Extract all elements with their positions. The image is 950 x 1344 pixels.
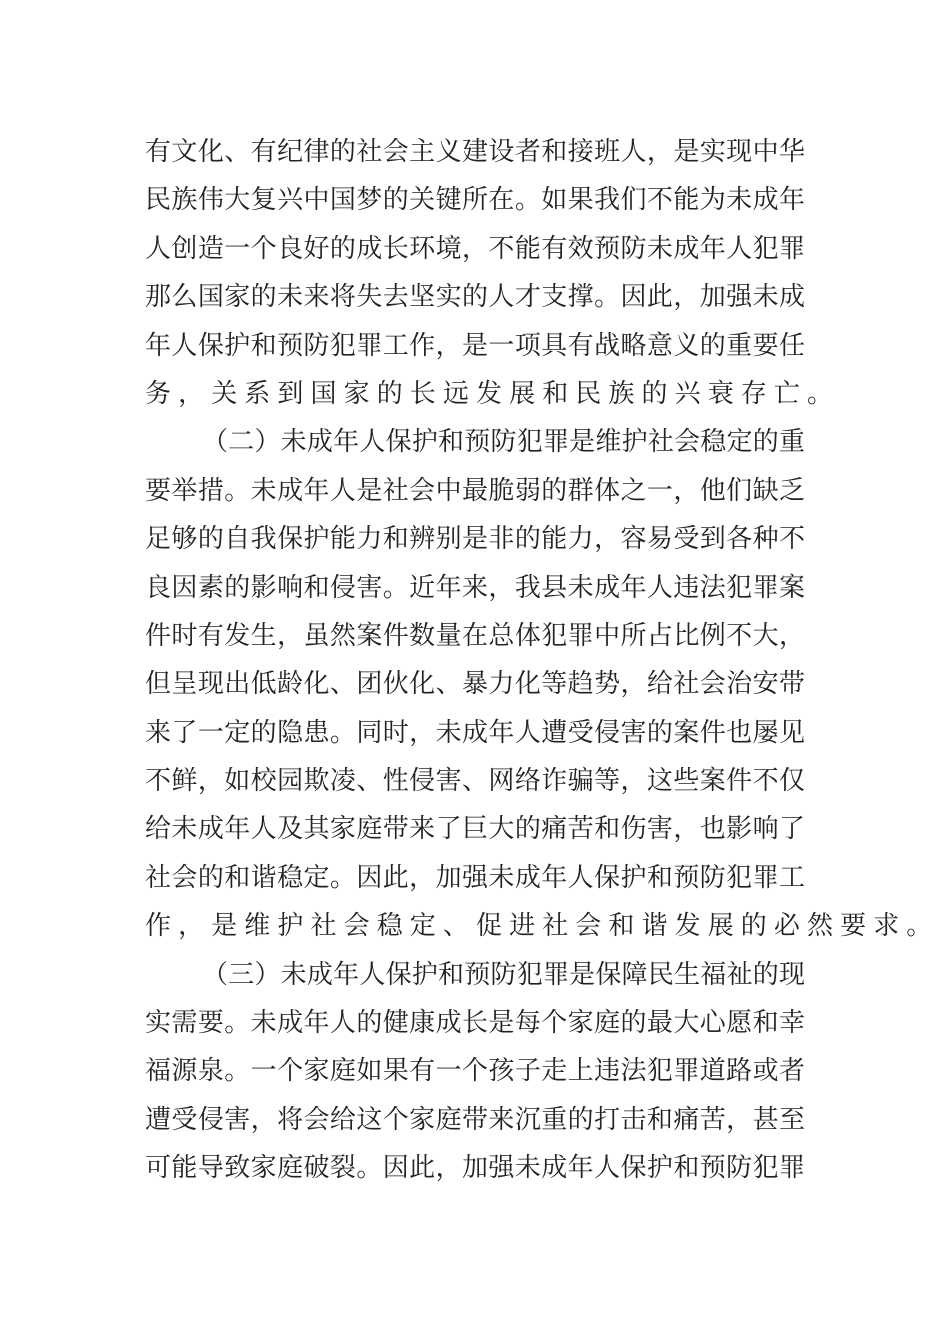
text-line: 作，是维护社会稳定、促进社会和谐发展的必然要求。	[145, 911, 940, 942]
text-line: 但呈现出低龄化、团伙化、暴力化等趋势，给社会治安带	[145, 669, 805, 700]
text-line: 给未成年人及其家庭带来了巨大的痛苦和伤害，也影响了	[145, 814, 805, 845]
text-line: 足够的自我保护能力和辨别是非的能力，容易受到各种不	[145, 524, 805, 555]
text-line: 务，关系到国家的长远发展和民族的兴衰存亡。	[145, 378, 841, 409]
text-line: 件时有发生，虽然案件数量在总体犯罪中所占比例不大，	[145, 620, 805, 651]
text-line: 社会的和谐稳定。因此，加强未成年人保护和预防犯罪工	[145, 862, 805, 893]
text-line: 来了一定的隐患。同时，未成年人遭受侵害的案件也屡见	[145, 717, 805, 748]
text-line: 实需要。未成年人的健康成长是每个家庭的最大心愿和幸	[145, 1008, 805, 1039]
paragraph-start-line: （三）未成年人保护和预防犯罪是保障民生福祉的现	[202, 959, 805, 990]
text-line: 人创造一个良好的成长环境，不能有效预防未成年人犯罪	[145, 233, 805, 264]
body-text	[145, 128, 940, 1193]
text-line: 有文化、有纪律的社会主义建设者和接班人，是实现中华	[145, 137, 805, 167]
paragraph-start-line: （二）未成年人保护和预防犯罪是维护社会稳定的重	[202, 427, 805, 458]
text-line: 那么国家的未来将失去坚实的人才支撑。因此，加强未成	[145, 282, 805, 313]
text-line: 年人保护和预防犯罪工作，是一项具有战略意义的重要任	[145, 330, 805, 361]
text-line: 良因素的影响和侵害。近年来，我县未成年人违法犯罪案	[145, 572, 805, 603]
text-line: 民族伟大复兴中国梦的关键所在。如果我们不能为未成年	[145, 185, 805, 216]
text-line: 不鲜，如校园欺凌、性侵害、网络诈骗等，这些案件不仅	[145, 766, 805, 797]
text-line: 遭受侵害，将会给这个家庭带来沉重的打击和痛苦，甚至	[145, 1104, 805, 1135]
text-line: 可能导致家庭破裂。因此，加强未成年人保护和预防犯罪	[145, 1153, 805, 1184]
text-line: 福源泉。一个家庭如果有一个孩子走上违法犯罪道路或者	[145, 1056, 805, 1087]
text-line: 要举措。未成年人是社会中最脆弱的群体之一，他们缺乏	[145, 475, 805, 506]
